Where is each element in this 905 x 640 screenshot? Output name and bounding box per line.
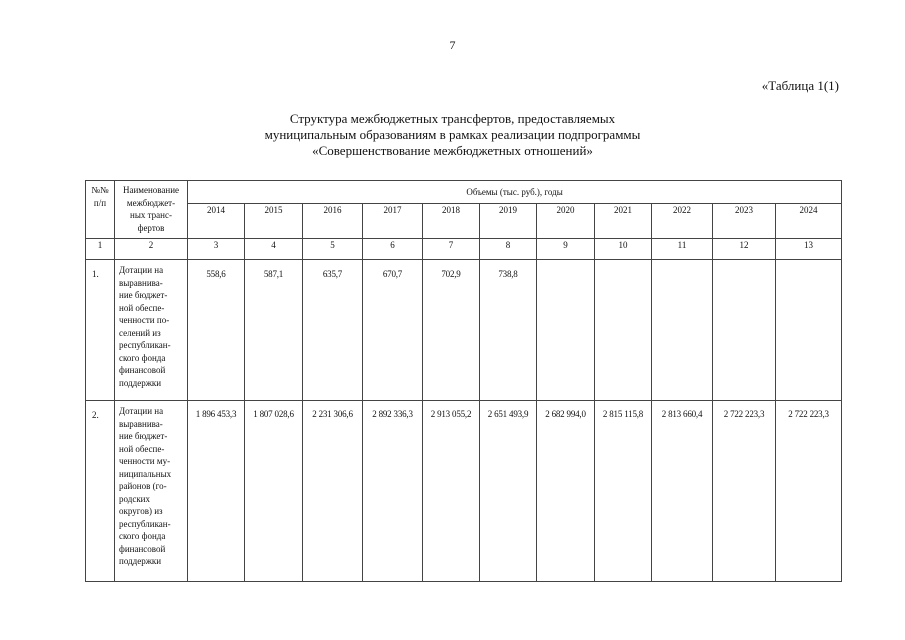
title-line: муниципальным образованиям в рамках реализации подпрограммы <box>264 127 641 142</box>
name-line: ского фонда <box>119 531 166 541</box>
col-num-header <box>86 181 115 239</box>
value-cell: 670,7 <box>363 260 423 401</box>
row-number: 2. <box>86 401 115 582</box>
page-number: 7 <box>449 38 456 52</box>
value-cell <box>537 260 595 401</box>
year-header: 2016 <box>303 204 363 239</box>
column-number: 13 <box>776 239 842 260</box>
column-number: 1 <box>86 239 115 260</box>
value-cell <box>713 260 776 401</box>
name-line: ченности по- <box>119 315 170 325</box>
name-line: селений из <box>119 327 161 338</box>
column-number: 10 <box>595 239 652 260</box>
col-name-header <box>115 181 188 239</box>
value-cell <box>776 260 842 401</box>
name-line: ной обеспе- <box>119 302 165 313</box>
table-row <box>86 260 842 401</box>
value-cell: 2 651 493,9 <box>480 401 537 582</box>
value-cell: 2 682 994,0 <box>537 401 595 582</box>
column-number: 6 <box>363 239 423 260</box>
name-line: выравнива- <box>119 277 163 288</box>
year-header: 2020 <box>537 204 595 239</box>
name-line: ние бюджет- <box>119 290 168 300</box>
name-line: родских <box>119 493 151 504</box>
value-cell <box>595 260 652 401</box>
value-cell: 2 913 055,2 <box>423 401 480 582</box>
value-cell: 1 807 028,6 <box>245 401 303 582</box>
name-line: выравнива- <box>119 418 163 429</box>
value-cell: 2 722 223,3 <box>713 401 776 582</box>
value-cell: 635,7 <box>303 260 363 401</box>
column-number: 7 <box>423 239 480 260</box>
volumes-header: Объемы (тыс. руб.), годы <box>188 181 842 204</box>
name-line: ние бюджет- <box>119 431 168 441</box>
header-line: п/п <box>93 197 107 208</box>
value-cell: 558,6 <box>188 260 245 401</box>
value-cell: 702,9 <box>423 260 480 401</box>
name-line: финансовой <box>119 365 166 375</box>
transfers-table <box>85 180 842 582</box>
table-label: «Таблица 1(1) <box>761 78 839 93</box>
name-line: Дотации на <box>119 265 164 275</box>
column-number: 12 <box>713 239 776 260</box>
name-line: Дотации на <box>119 406 164 416</box>
value-cell: 2 892 336,3 <box>363 401 423 582</box>
value-cell: 1 896 453,3 <box>188 401 245 582</box>
header-line: межбюджет- <box>126 197 176 208</box>
year-header: 2023 <box>713 204 776 239</box>
column-number: 2 <box>115 239 188 260</box>
name-line: округов) из <box>119 506 163 516</box>
column-number: 5 <box>303 239 363 260</box>
row-number: 1. <box>86 260 115 401</box>
transfer-name <box>115 401 188 582</box>
name-line: ченности му- <box>119 456 171 466</box>
header-line: Наименование <box>122 185 180 195</box>
year-header: 2022 <box>652 204 713 239</box>
title-line: «Совершенствование межбюджетных отношений» <box>312 143 593 158</box>
name-line: республикан- <box>119 340 171 350</box>
year-header: 2018 <box>423 204 480 239</box>
year-header: 2017 <box>363 204 423 239</box>
header-line: фертов <box>137 222 165 233</box>
transfer-name <box>115 260 188 401</box>
year-header: 2015 <box>245 204 303 239</box>
value-cell: 738,8 <box>480 260 537 401</box>
name-line: ского фонда <box>119 352 166 363</box>
year-header: 2021 <box>595 204 652 239</box>
name-line: районов (го- <box>119 481 167 491</box>
column-number: 11 <box>652 239 713 260</box>
document-title <box>0 111 905 159</box>
column-number: 3 <box>188 239 245 260</box>
name-line: республикан- <box>119 518 171 529</box>
header-line: №№ <box>91 185 109 195</box>
year-header: 2014 <box>188 204 245 239</box>
name-line: поддержки <box>119 377 162 388</box>
value-cell: 2 722 223,3 <box>776 401 842 582</box>
year-header: 2024 <box>776 204 842 239</box>
value-cell: 587,1 <box>245 260 303 401</box>
column-number: 9 <box>537 239 595 260</box>
name-line: ниципальных <box>119 468 172 479</box>
column-number: 8 <box>480 239 537 260</box>
table-row <box>86 401 842 582</box>
value-cell: 2 813 660,4 <box>652 401 713 582</box>
header-line: ных транс- <box>130 210 172 220</box>
name-line: финансовой <box>119 543 166 554</box>
value-cell <box>652 260 713 401</box>
name-line: ной обеспе- <box>119 443 165 454</box>
value-cell: 2 231 306,6 <box>303 401 363 582</box>
value-cell: 2 815 115,8 <box>595 401 652 582</box>
year-header: 2019 <box>480 204 537 239</box>
title-line: Структура межбюджетных трансфертов, предоставляемых <box>289 111 616 126</box>
column-number: 4 <box>245 239 303 260</box>
name-line: поддержки <box>119 556 162 566</box>
